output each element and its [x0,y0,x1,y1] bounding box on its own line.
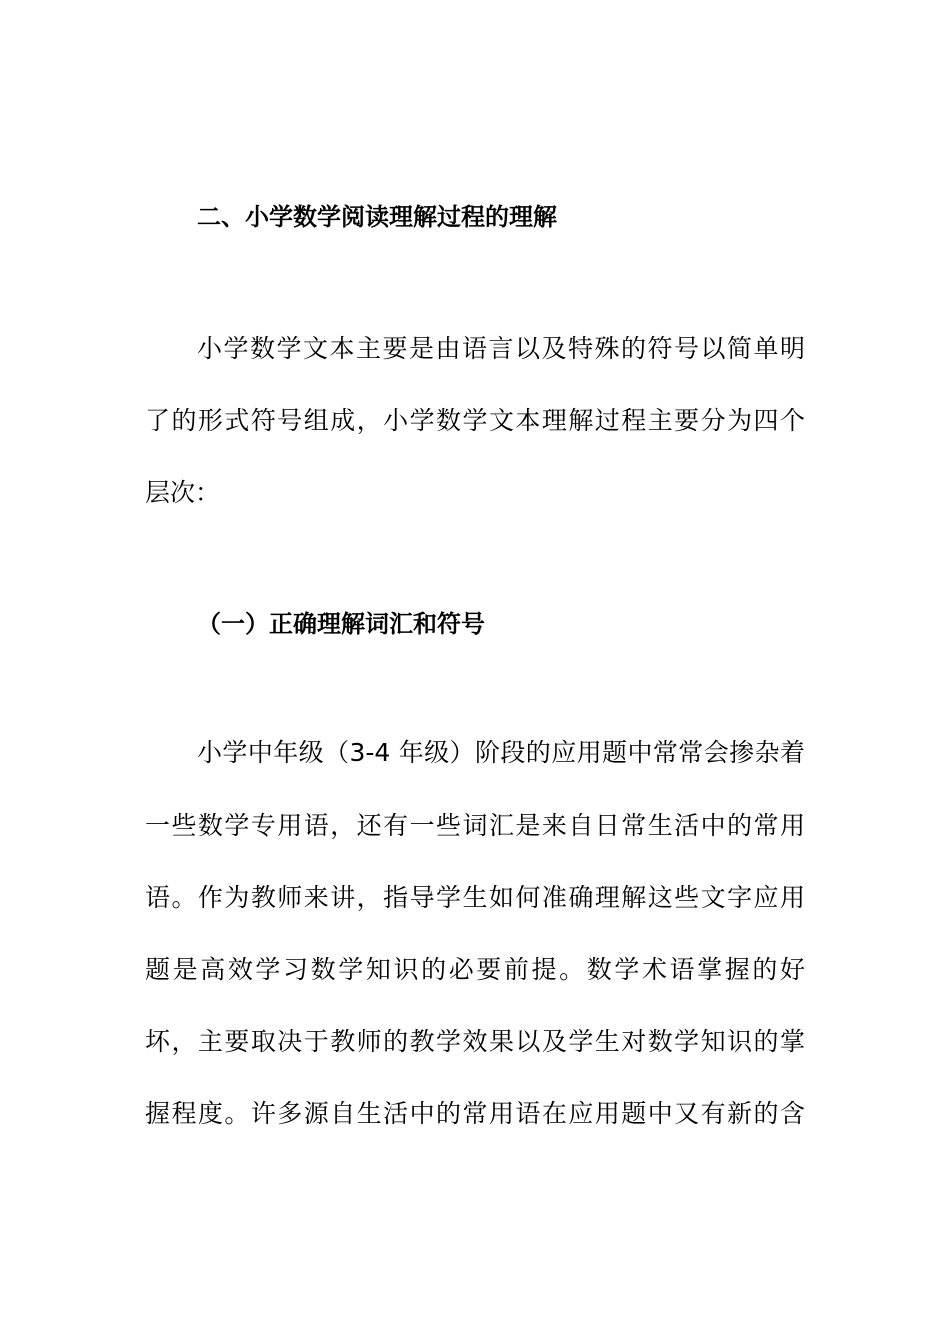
paragraph-2-line-2: 一些数学专用语，还有一些词汇是来自日常生活中的常用 [145,811,805,840]
paragraph-2-line-4: 题是高效学习数学知识的必要前提。数学术语掌握的好 [145,955,805,984]
paragraph-1-line-2: 了的形式符号组成，小学数学文本理解过程主要分为四个 [145,406,805,435]
paragraph-1-line-3: 层次： [145,478,221,507]
paragraph-2-line-1: 小学中年级（3-4 年级）阶段的应用题中常常会掺杂着 [197,738,805,767]
paragraph-2-line-5: 坏，主要取决于教师的教学效果以及学生对数学知识的掌 [145,1027,805,1056]
paragraph-2-line-3: 语。作为教师来讲，指导学生如何准确理解这些文字应用 [145,883,805,912]
paragraph-2-line-6: 握程度。许多源自生活中的常用语在应用题中又有新的含 [145,1099,805,1128]
subsection-heading: （一）正确理解词汇和符号 [197,610,485,638]
section-heading: 二、小学数学阅读理解过程的理解 [197,203,557,231]
paragraph-1-line-1: 小学数学文本主要是由语言以及特殊的符号以简单明 [197,334,805,363]
